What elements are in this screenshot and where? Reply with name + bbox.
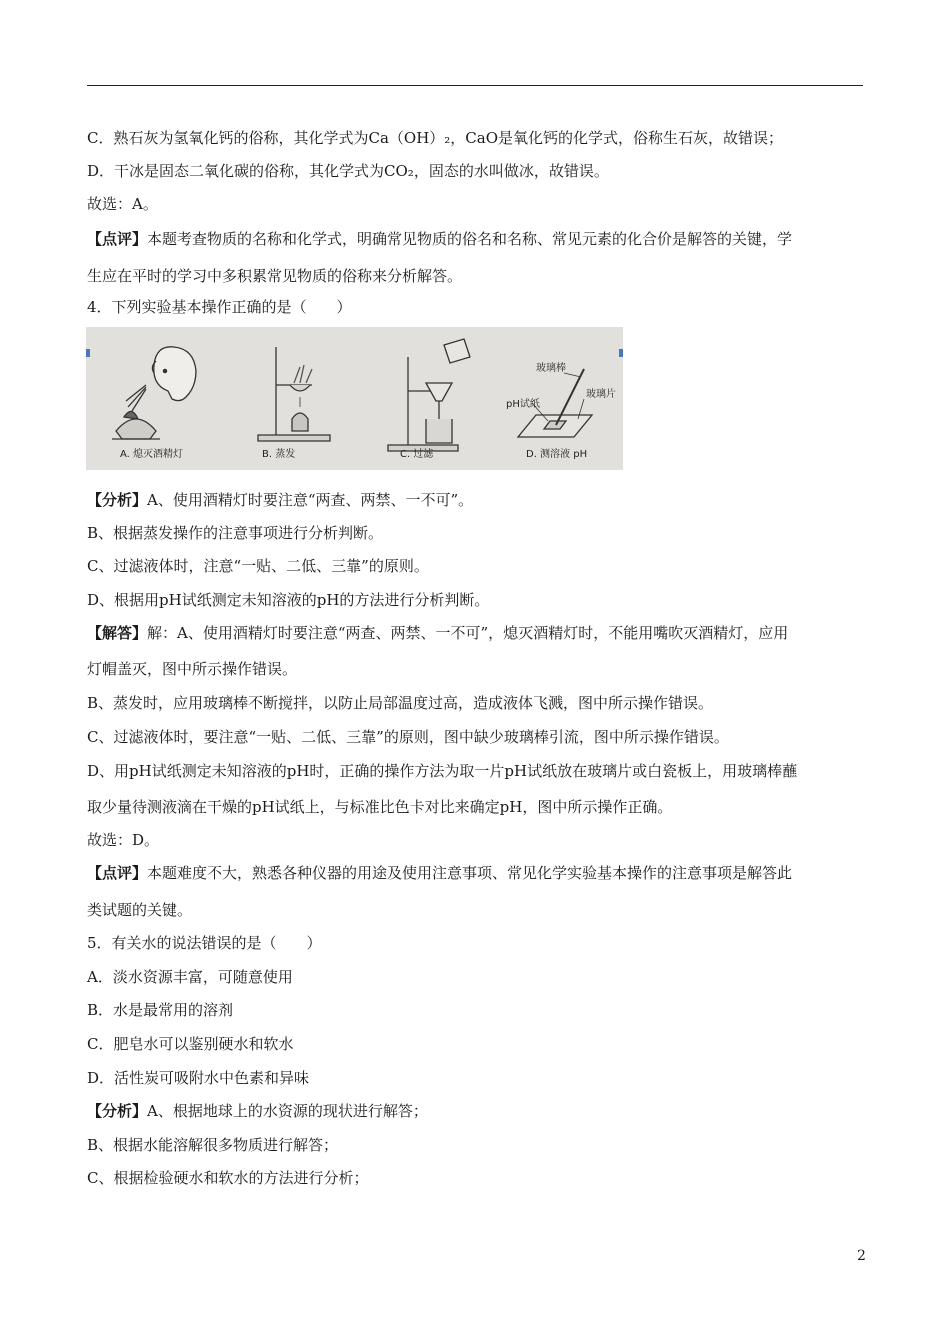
caption-a: A. 熄灭酒精灯 <box>120 449 184 460</box>
option-c: C．肥皂水可以鉴别硬水和软水 <box>87 1035 294 1053</box>
text-line: 生应在平时的学习中多积累常见物质的俗称来分析解答。 <box>87 267 463 285</box>
comment-tag: 【点评】 <box>87 864 148 882</box>
text-line: 故选：A。 <box>87 195 158 213</box>
option-d: D．活性炭可吸附水中色素和异味 <box>87 1069 310 1087</box>
analysis-line <box>87 1101 428 1121</box>
comment-tag: 【点评】 <box>87 230 148 248</box>
analysis-line <box>87 490 473 510</box>
comment-text: 本题难度不大，熟悉各种仪器的用途及使用注意事项、常见化学实验基本操作的注意事项是解答此 <box>147 864 793 882</box>
text-line: 故选：D。 <box>87 831 160 849</box>
answer-tag: 【解答】 <box>87 624 148 642</box>
analysis-text: A、使用酒精灯时要注意“两查、两禁、一不可”。 <box>147 491 474 509</box>
text-line: C、根据检验硬水和软水的方法进行分析； <box>87 1169 369 1187</box>
text-line: 类试题的关键。 <box>87 901 193 919</box>
question-4: 4．下列实验基本操作正确的是（ ） <box>87 298 352 316</box>
text-line: C．熟石灰为氢氧化钙的俗称，其化学式为Ca（OH）₂，CaO是氧化钙的化学式，俗称生石灰，故错误； <box>87 129 784 147</box>
option-a: A．淡水资源丰富，可随意使用 <box>87 968 293 986</box>
caption-b: B. 蒸发 <box>262 449 296 460</box>
label-rod: 玻璃棒 <box>536 363 566 374</box>
answer-text: 解：A、使用酒精灯时要注意“两查、两禁、一不可”，熄灭酒精灯时，不能用嘴吹灭酒精灯，应用 <box>147 624 789 642</box>
text-line: B、根据蒸发操作的注意事项进行分析判断。 <box>87 524 384 542</box>
label-paper: pH试纸 <box>506 399 540 410</box>
header-rule <box>87 85 863 86</box>
comment-text: 本题考查物质的名称和化学式，明确常见物质的俗名和名称、常见元素的化合价是解答的关键，学 <box>147 230 793 248</box>
comment-line <box>87 863 792 883</box>
page-number: 2 <box>857 1248 866 1264</box>
caption-d: D. 测溶液 pH <box>526 449 588 460</box>
text-line: C、过滤液体时，要注意“一贴、二低、三靠”的原则，图中缺少玻璃棒引流，图中所示操作错误。 <box>87 728 729 746</box>
text-line: D．干冰是固态二氧化碳的俗称，其化学式为CO₂，固态的水叫做冰，故错误。 <box>87 162 609 180</box>
analysis-tag: 【分析】 <box>87 491 148 509</box>
text-line: D、根据用pH试纸测定未知溶液的pH的方法进行分析判断。 <box>87 591 490 609</box>
label-plate: 玻璃片 <box>586 389 616 400</box>
analysis-text: A、根据地球上的水资源的现状进行解答； <box>147 1102 428 1120</box>
caption-c: C. 过滤 <box>400 449 434 460</box>
text-line: 灯帽盖灭，图中所示操作错误。 <box>87 660 298 678</box>
comment-line <box>87 229 792 249</box>
text-line: D、用pH试纸测定未知溶液的pH时，正确的操作方法为取一片pH试纸放在玻璃片或白瓷板上，用玻璃棒蘸 <box>87 762 798 780</box>
analysis-tag: 【分析】 <box>87 1102 148 1120</box>
experiment-figure <box>86 327 623 470</box>
text-line: C、过滤液体时，注意“一贴、二低、三靠”的原则。 <box>87 557 429 575</box>
answer-line <box>87 623 788 643</box>
text-line: B、蒸发时，应用玻璃棒不断搅拌，以防止局部温度过高，造成液体飞溅，图中所示操作错误。 <box>87 694 714 712</box>
text-line: B、根据水能溶解很多物质进行解答； <box>87 1136 339 1154</box>
text-line: 取少量待测液滴在干燥的pH试纸上，与标准比色卡对比来确定pH，图中所示操作正确。 <box>87 798 673 816</box>
option-b: B．水是最常用的溶剂 <box>87 1001 234 1019</box>
experiment-illustration <box>86 327 623 470</box>
question-5: 5．有关水的说法错误的是（ ） <box>87 934 322 952</box>
